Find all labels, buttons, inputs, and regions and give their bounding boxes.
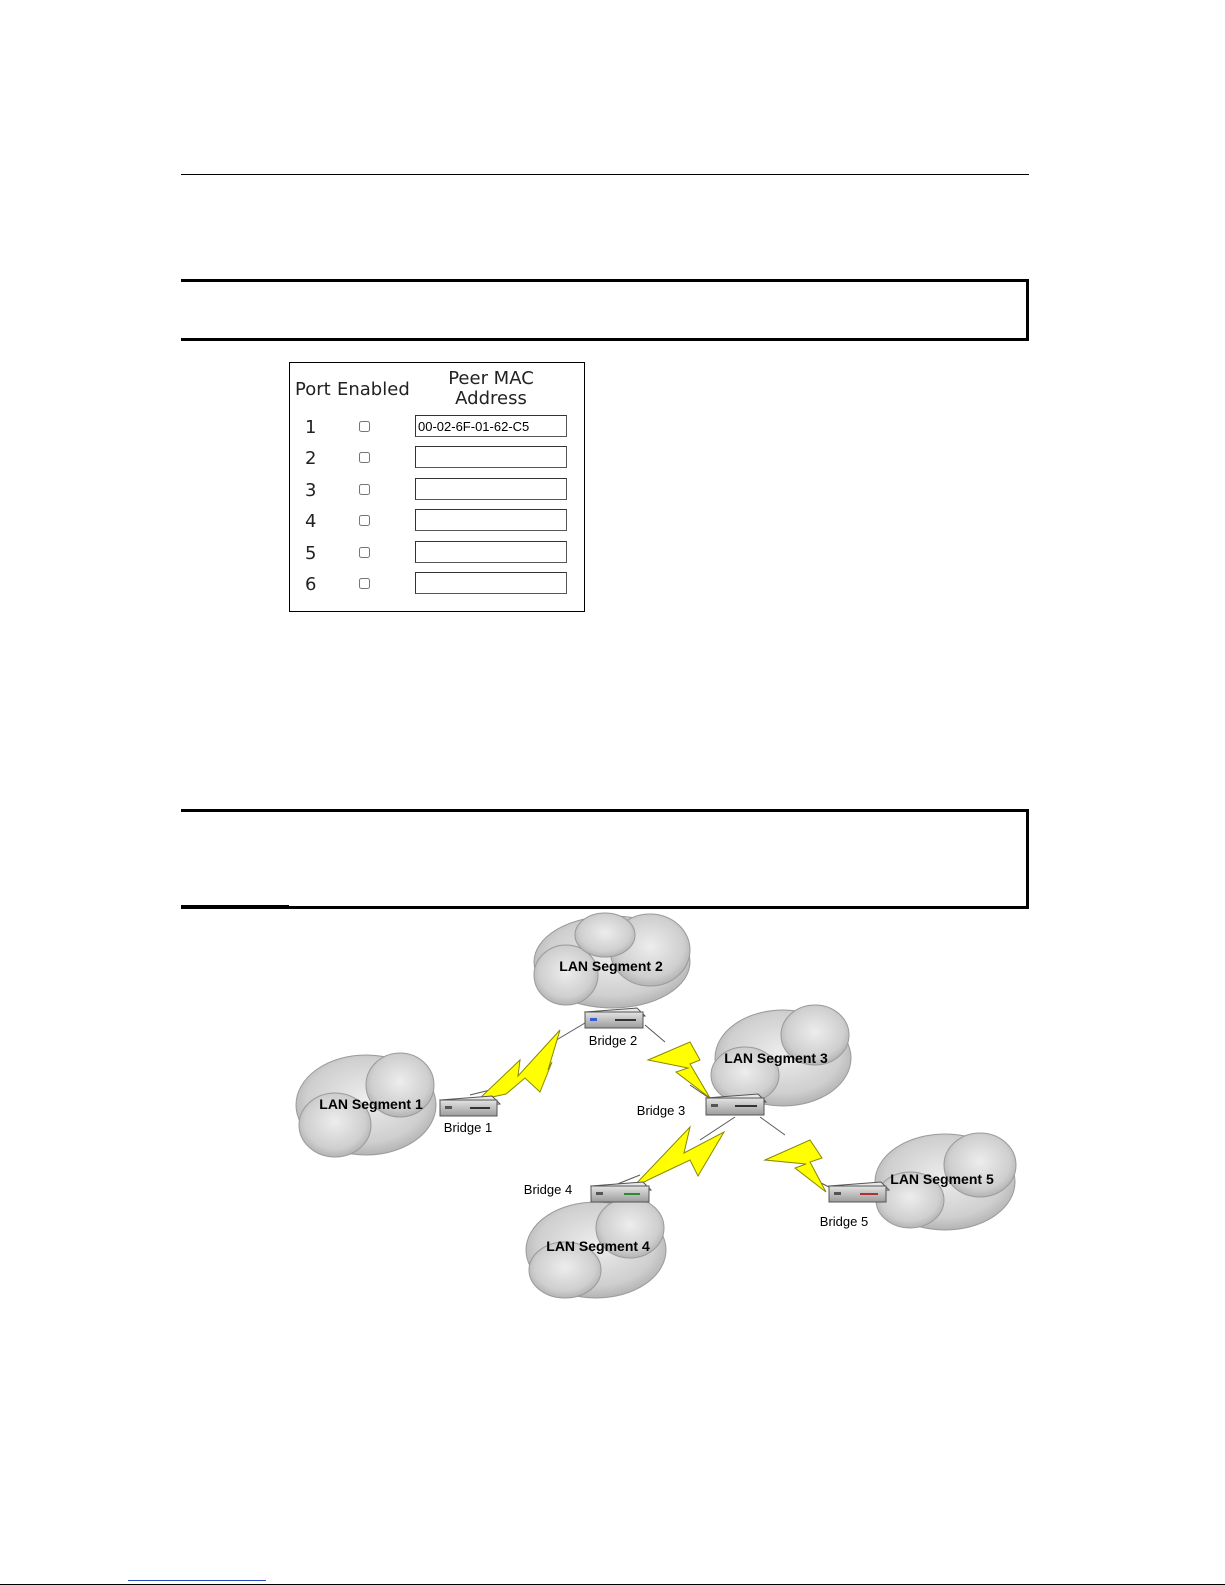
col-header-mac-line1: Peer MAC <box>448 368 534 389</box>
link-bridge3-bridge4 <box>615 1117 735 1188</box>
lightning-icon <box>765 1140 826 1192</box>
label-lan-segment-4: LAN Segment 4 <box>546 1238 650 1254</box>
lightning-icon <box>648 1042 710 1098</box>
label-lan-segment-2: LAN Segment 2 <box>559 958 663 974</box>
label-bridge-5: Bridge 5 <box>819 1214 869 1229</box>
port-number: 5 <box>305 543 317 564</box>
port-number: 4 <box>305 511 317 532</box>
label-bridge-3: Bridge 3 <box>636 1103 686 1118</box>
link-bridge2-bridge3 <box>645 1025 712 1100</box>
label-lan-segment-1: LAN Segment 1 <box>319 1096 423 1112</box>
label-bridge-4: Bridge 4 <box>523 1182 573 1197</box>
port-number: 1 <box>305 417 317 438</box>
bridge-device-3 <box>706 1094 766 1115</box>
footer-link-underline <box>128 1580 266 1581</box>
col-header-port: Port <box>295 379 331 400</box>
label-lan-segment-3: LAN Segment 3 <box>724 1050 828 1066</box>
link-bridge1-bridge2 <box>470 1020 590 1100</box>
port-number: 6 <box>305 574 317 595</box>
port-number: 2 <box>305 448 317 469</box>
bridge-device-1 <box>440 1096 500 1116</box>
col-header-enabled: Enabled <box>337 379 410 400</box>
label-lan-segment-5: LAN Segment 5 <box>890 1171 994 1187</box>
bridge-device-4 <box>591 1182 651 1202</box>
link-bridge3-bridge5 <box>760 1117 835 1192</box>
label-bridge-2: Bridge 2 <box>588 1033 638 1048</box>
bridge-device-2 <box>585 1008 645 1028</box>
lightning-icon <box>478 1030 560 1100</box>
port-number: 3 <box>305 480 317 501</box>
bridge-device-5 <box>829 1182 889 1202</box>
lightning-icon <box>632 1127 724 1188</box>
label-bridge-1: Bridge 1 <box>443 1120 493 1135</box>
col-header-mac-line2: Address <box>455 388 527 409</box>
